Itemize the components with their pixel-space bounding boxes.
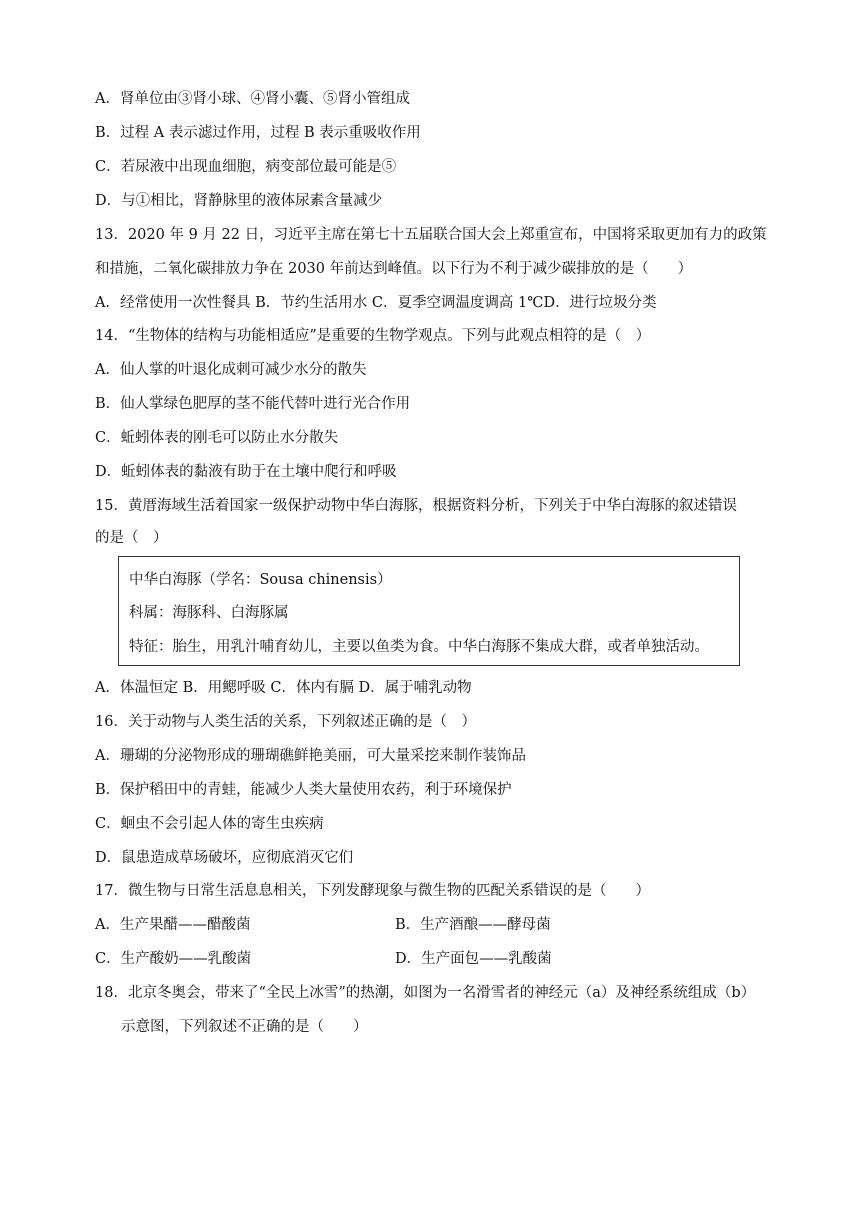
q15-box-line-2: 科属：海豚科、白海豚属 [129, 605, 289, 621]
q16-option-b: B．保护稻田中的青蛙，能减少人类大量使用农药，利于环境保护 [95, 782, 512, 798]
q12-option-d: D．与①相比，肾静脉里的液体尿素含量减少 [95, 193, 383, 209]
q18-stem-line-1: 18．北京冬奥会，带来了“全民上冰雪”的热潮，如图为一名滑雪者的神经元（a）及神经系统组成（b） [95, 985, 756, 1001]
q17-option-c: C．生产酸奶——乳酸菌 [95, 951, 252, 967]
q15-options: A．体温恒定 B．用鳃呼吸 C．体内有膈 D．属于哺乳动物 [95, 680, 472, 696]
q17-option-b: B．生产酒酿——酵母菌 [395, 917, 551, 933]
q17-option-d: D．生产面包——乳酸菌 [395, 951, 552, 967]
q16-option-c: C．蛔虫不会引起人体的寄生虫疾病 [95, 816, 324, 832]
q13-options: A．经常使用一次性餐具 B．节约生活用水 C．夏季空调温度调高 1℃D．进行垃圾分类 [95, 295, 657, 311]
q13-stem-line-1: 13．2020 年 9 月 22 日，习近平主席在第七十五届联合国大会上郑重宣布，中国将采取更加有力的政策 [95, 227, 767, 243]
q14-option-c: C．蚯蚓体表的刚毛可以防止水分散失 [95, 430, 339, 446]
q15-info-box [118, 556, 740, 666]
q14-option-a: A．仙人掌的叶退化成刺可减少水分的散失 [95, 362, 367, 378]
q15-box-line-1: 中华白海豚（学名：Sousa chinensis） [129, 572, 392, 588]
q17-stem: 17．微生物与日常生活息息相关，下列发酵现象与微生物的匹配关系错误的是（ ） [95, 883, 650, 899]
q15-box-line-3: 特征：胎生，用乳汁哺育幼儿，主要以鱼类为食。中华白海豚不集成大群，或者单独活动。 [129, 639, 709, 655]
q16-stem: 16．关于动物与人类生活的关系，下列叙述正确的是（ ） [95, 714, 476, 730]
q14-stem: 14．“生物体的结构与功能相适应”是重要的生物学观点。下列与此观点相符的是（ ） [95, 328, 651, 344]
q12-option-b: B．过程 A 表示滤过作用，过程 B 表示重吸收作用 [95, 125, 421, 141]
q18-stem-line-2: 示意图，下列叙述不正确的是（ ） [121, 1019, 368, 1035]
q17-option-a: A．生产果醋——醋酸菌 [95, 917, 251, 933]
q16-option-d: D．鼠患造成草场破坏，应彻底消灭它们 [95, 850, 354, 866]
q12-option-c: C．若尿液中出现血细胞，病变部位最可能是⑤ [95, 159, 397, 175]
q14-option-b: B．仙人掌绿色肥厚的茎不能代替叶进行光合作用 [95, 396, 411, 412]
q14-option-d: D．蚯蚓体表的黏液有助于在土壤中爬行和呼吸 [95, 464, 397, 480]
q12-option-a: A．肾单位由③肾小球、④肾小囊、⑤肾小管组成 [95, 91, 410, 107]
q15-stem-line-1: 15．黄厝海域生活着国家一级保护动物中华白海豚，根据资料分析，下列关于中华白海豚的叙述错误 [95, 498, 737, 514]
q15-stem-line-2: 的是（ ） [95, 530, 168, 546]
q16-option-a: A．珊瑚的分泌物形成的珊瑚礁鲜艳美丽，可大量采挖来制作装饰品 [95, 748, 526, 764]
q13-stem-line-2: 和措施，二氧化碳排放力争在 2030 年前达到峰值。以下行为不利于减少碳排放的是（ ） [95, 261, 693, 277]
